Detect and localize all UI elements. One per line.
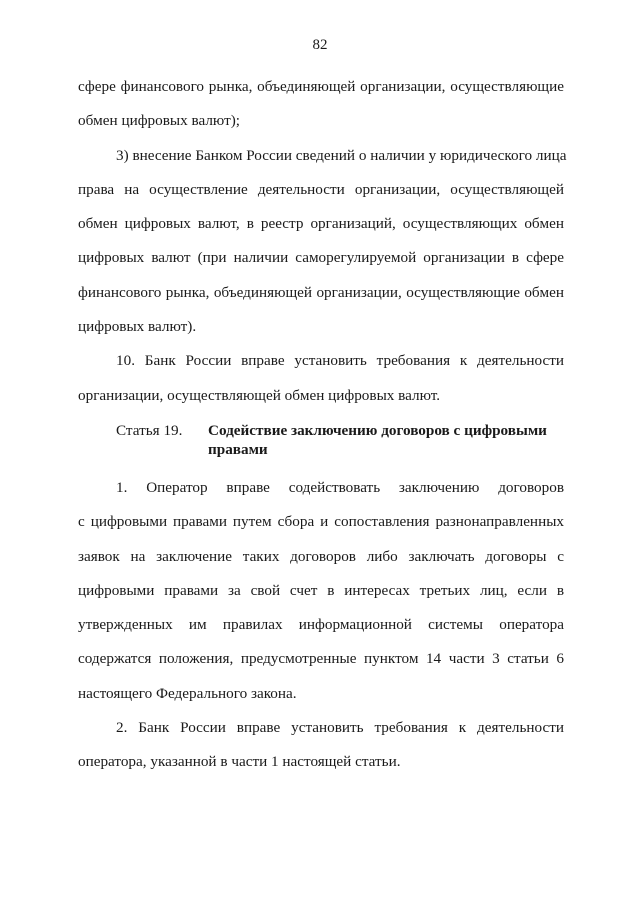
paragraph-part-1 bbox=[78, 471, 564, 711]
document-body bbox=[78, 70, 567, 780]
text-line: с цифровыми правами путем сбора и сопоставления разнонаправленных bbox=[78, 513, 564, 531]
text-line: финансового рынка, объединяющей организации, осуществляющие обмен bbox=[78, 283, 564, 301]
text-line: заявок на заключение таких договоров либо заключать договоры с bbox=[78, 547, 564, 565]
text-line: цифровыми правами за свой счет в интересах третьих лиц, если в bbox=[78, 581, 564, 599]
article-title-line: Содействие заключению договоров с цифровыми bbox=[208, 421, 547, 439]
paragraph-part-2 bbox=[78, 711, 564, 780]
article-title-line: правами bbox=[208, 440, 268, 458]
text-line: обмен цифровых валют, в реестр организаций, осуществляющих обмен bbox=[78, 215, 564, 233]
paragraph-part-10 bbox=[78, 344, 564, 413]
paragraph-continuation bbox=[78, 70, 564, 139]
text-line: настоящего Федерального закона. bbox=[78, 684, 297, 702]
text-line: содержатся положения, предусмотренные пунктом 14 части 3 статьи 6 bbox=[78, 650, 564, 668]
text-line: цифровых валют (при наличии саморегулируемой организации в сфере bbox=[78, 249, 564, 267]
text-line: обмен цифровых валют); bbox=[78, 112, 240, 130]
text-line: 10. Банк России вправе установить требования к деятельности bbox=[116, 352, 564, 370]
text-line: 2. Банк России вправе установить требования к деятельности bbox=[116, 719, 564, 737]
text-line: 1. Оператор вправе содействовать заключению договоров bbox=[116, 478, 564, 496]
paragraph-item-3 bbox=[78, 139, 567, 345]
text-line: сфере финансового рынка, объединяющей организации, осуществляющие bbox=[78, 78, 564, 95]
text-line: цифровых валют). bbox=[78, 318, 197, 336]
text-line: утвержденных им правилах информационной системы оператора bbox=[78, 616, 564, 634]
article-number: Статья 19. bbox=[116, 421, 183, 439]
article-title bbox=[208, 421, 564, 459]
text-line: оператора, указанной в части 1 настоящей статьи. bbox=[78, 753, 401, 771]
text-line: 3) внесение Банком России сведений о наличии у юридического лица bbox=[116, 146, 567, 164]
text-line: организации, осуществляющей обмен цифровых валют. bbox=[78, 386, 441, 404]
text-line: права на осуществление деятельности организации, осуществляющей bbox=[78, 180, 564, 198]
article-heading bbox=[78, 421, 564, 459]
page-number: 82 bbox=[312, 37, 328, 53]
